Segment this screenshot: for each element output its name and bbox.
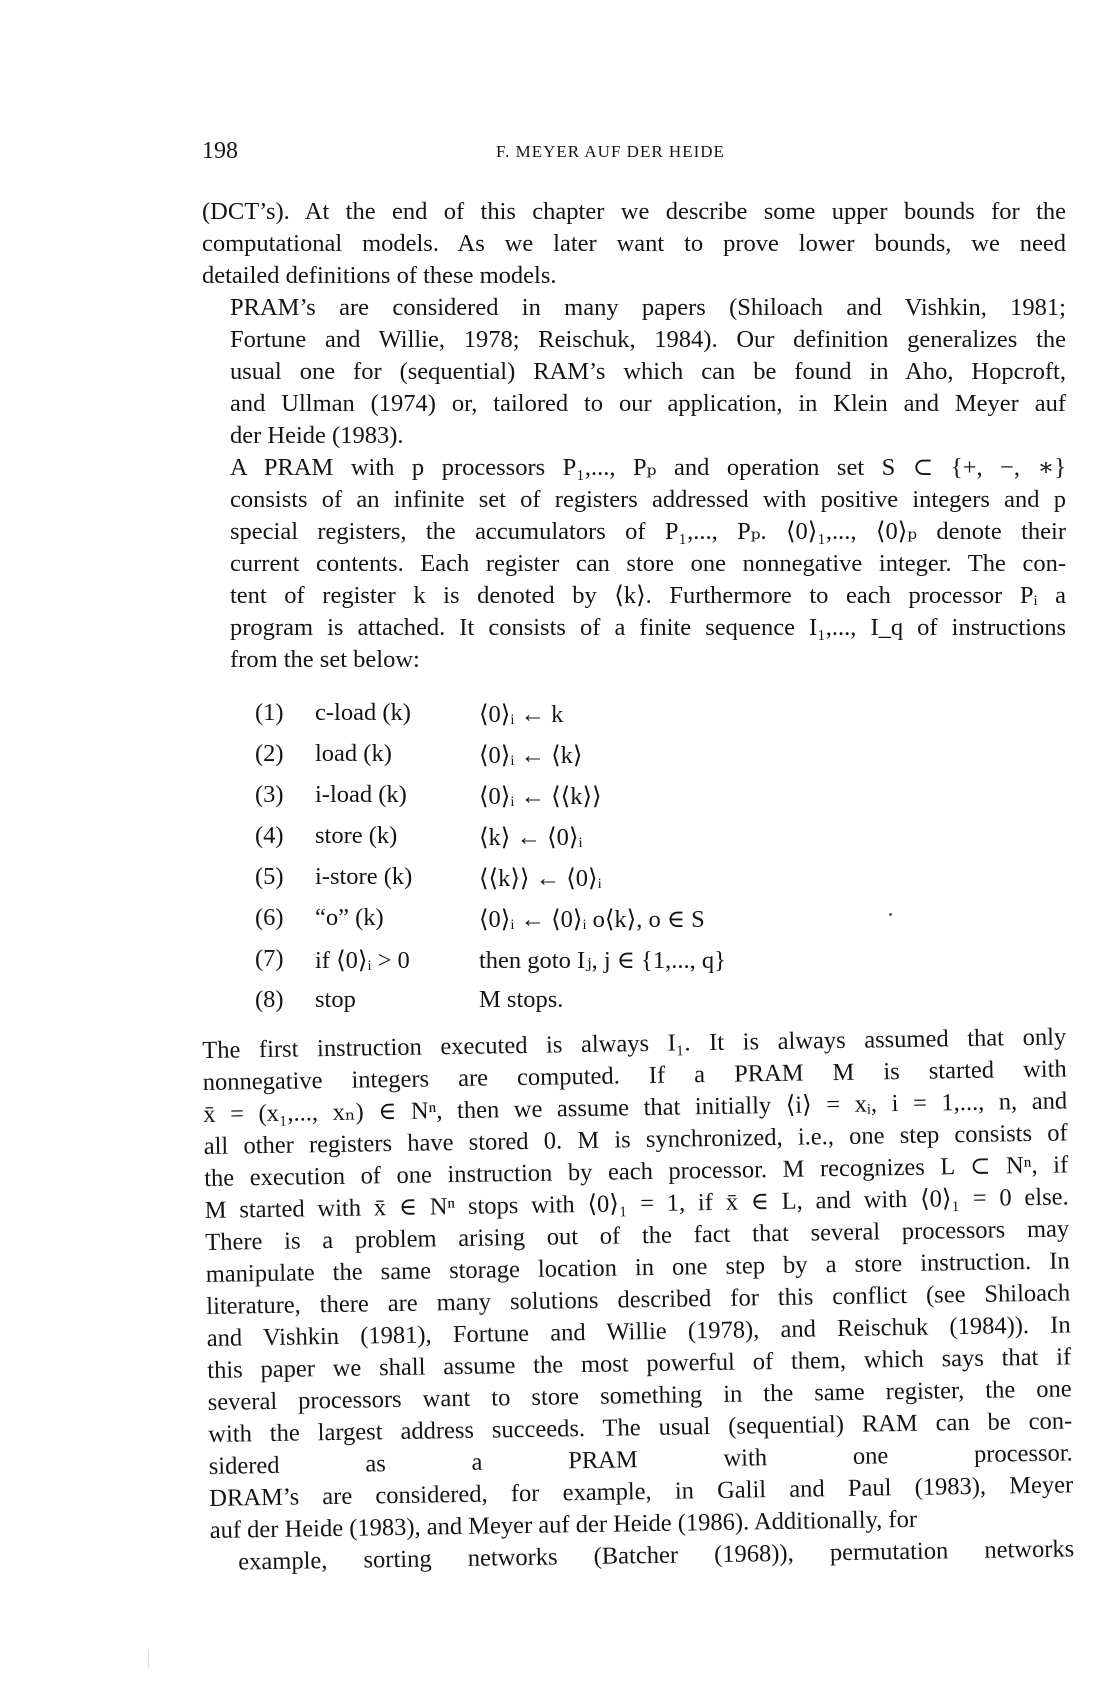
text-line: usual one for (sequential) RAM’s which can be found in Aho, Hopcroft,: [230, 358, 1066, 385]
text-line: tent of register k is denoted by ⟨k⟩. Furthermore to each processor Pᵢ a: [230, 582, 1066, 609]
text-line: with the largest address succeeds. The usual (sequential) RAM can be con-: [208, 1407, 1073, 1448]
instruction-effect: ⟨0⟩ᵢ ← k: [479, 701, 564, 728]
instruction-row: [255, 822, 815, 863]
instruction-name: i-load (k): [315, 781, 407, 808]
text-line: Fortune and Willie, 1978; Reischuk, 1984). Our definition generalizes the: [230, 326, 1066, 353]
scan-mark: [148, 1650, 149, 1668]
text-line: A PRAM with p processors P₁,..., Pₚ and operation set S ⊂ {+, −, ∗}: [230, 454, 1066, 481]
body-text-top: [202, 196, 1066, 676]
instruction-effect: M stops.: [479, 986, 564, 1013]
page-number: 198: [202, 138, 238, 164]
instruction-row: [255, 904, 815, 945]
text-line: (DCT’s). At the end of this chapter we describe some upper bounds for the: [202, 198, 1066, 225]
instruction-number: (1): [255, 699, 284, 726]
text-line: several processors want to store something in the same register, the one: [207, 1375, 1072, 1416]
instruction-number: (3): [255, 781, 284, 808]
text-line: DRAM’s are considered, for example, in Galil and Paul (1983), Meyer: [209, 1471, 1074, 1512]
instruction-number: (2): [255, 740, 284, 767]
instruction-effect: ⟨0⟩ᵢ ← ⟨0⟩ᵢ o⟨k⟩, o ∈ S: [479, 906, 705, 933]
text-line: der Heide (1983).: [230, 422, 404, 449]
text-line: There is a problem arising out of the fact that several processors may: [205, 1215, 1070, 1256]
instruction-number: (6): [255, 904, 284, 931]
paragraph-4: [202, 1021, 1074, 1547]
instruction-table: [255, 699, 815, 1027]
text-line: PRAM’s are considered in many papers (Shiloach and Vishkin, 1981;: [230, 294, 1066, 321]
instruction-effect: ⟨⟨k⟩⟩ ← ⟨0⟩ᵢ: [479, 865, 602, 892]
instruction-name: c-load (k): [315, 699, 411, 726]
text-line: consists of an infinite set of registers addressed with positive integers and p: [230, 486, 1066, 513]
text-line: example, sorting networks (Batcher (1968)), permutation networks: [238, 1535, 1075, 1576]
text-line: detailed definitions of these models.: [202, 262, 557, 289]
instruction-effect: ⟨0⟩ᵢ ← ⟨⟨k⟩⟩: [479, 783, 602, 810]
instruction-number: (8): [255, 986, 284, 1013]
stray-dot: [889, 913, 892, 916]
text-line: auf der Heide (1983), and Meyer auf der Heide (1986). Additionally, for: [209, 1505, 918, 1544]
instruction-name: load (k): [315, 740, 392, 767]
page-header: [0, 138, 1109, 172]
text-line: and Vishkin (1981), Fortune and Willie (1978), and Reischuk (1984)). In: [206, 1311, 1071, 1352]
text-line: program is attached. It consists of a finite sequence I₁,..., I_q of instructions: [230, 614, 1066, 641]
text-line: x̄ = (x₁,..., xₙ) ∈ Nⁿ, then we assume that initially ⟨i⟩ = xᵢ, i = 1,..., n, and: [203, 1087, 1068, 1128]
paragraph-3: [202, 452, 1066, 676]
instruction-effect: ⟨k⟩ ← ⟨0⟩ᵢ: [479, 824, 583, 851]
instruction-number: (7): [255, 945, 284, 972]
instruction-name: if ⟨0⟩ᵢ > 0: [315, 947, 410, 974]
text-line: manipulate the same storage location in one step by a store instruction. In: [205, 1247, 1070, 1288]
text-line: special registers, the accumulators of P₁,..., Pₚ. ⟨0⟩₁,..., ⟨0⟩ₚ denote their: [230, 518, 1066, 545]
instruction-number: (5): [255, 863, 284, 890]
text-line: current contents. Each register can store one nonnegative integer. The con-: [230, 550, 1066, 577]
instruction-number: (4): [255, 822, 284, 849]
text-line: this paper we shall assume the most powerful of them, which says that if: [207, 1343, 1072, 1384]
text-line: all other registers have stored 0. M is synchronized, i.e., one step consists of: [203, 1119, 1068, 1160]
instruction-effect: then goto Iⱼ, j ∈ {1,..., q}: [479, 947, 726, 974]
instruction-row: [255, 945, 815, 986]
body-text-bottom: [202, 1021, 1074, 1579]
text-line: nonnegative integers are computed. If a PRAM M is started with: [202, 1055, 1067, 1096]
instruction-effect: ⟨0⟩ᵢ ← ⟨k⟩: [479, 742, 583, 769]
text-line: and Ullman (1974) or, tailored to our application, in Klein and Meyer auf: [230, 390, 1066, 417]
instruction-row: [255, 863, 815, 904]
instruction-row: [255, 986, 815, 1027]
instruction-name: store (k): [315, 822, 398, 849]
text-line: from the set below:: [230, 646, 420, 673]
text-line: The first instruction executed is always I₁. It is always assumed that only: [202, 1023, 1067, 1064]
text-line: sidered as a PRAM with one processor.: [208, 1439, 1073, 1480]
instruction-row: [255, 781, 815, 822]
instruction-row: [255, 740, 815, 781]
instruction-name: stop: [315, 986, 356, 1013]
instruction-name: i-store (k): [315, 863, 413, 890]
running-head: F. MEYER AUF DER HEIDE: [496, 142, 725, 161]
text-line: literature, there are many solutions described for this conflict (see Shiloach: [206, 1279, 1071, 1320]
text-line: computational models. As we later want to prove lower bounds, we need: [202, 230, 1066, 257]
instruction-row: [255, 699, 815, 740]
instruction-name: “o” (k): [315, 904, 384, 931]
text-line: M started with x̄ ∈ Nⁿ stops with ⟨0⟩₁ = 1, if x̄ ∈ L, and with ⟨0⟩₁ = 0 else.: [204, 1183, 1069, 1224]
text-line: the execution of one instruction by each processor. M recognizes L ⊂ Nⁿ, if: [204, 1151, 1069, 1192]
paragraph-2: [202, 292, 1066, 452]
paragraph-1: [202, 196, 1066, 292]
